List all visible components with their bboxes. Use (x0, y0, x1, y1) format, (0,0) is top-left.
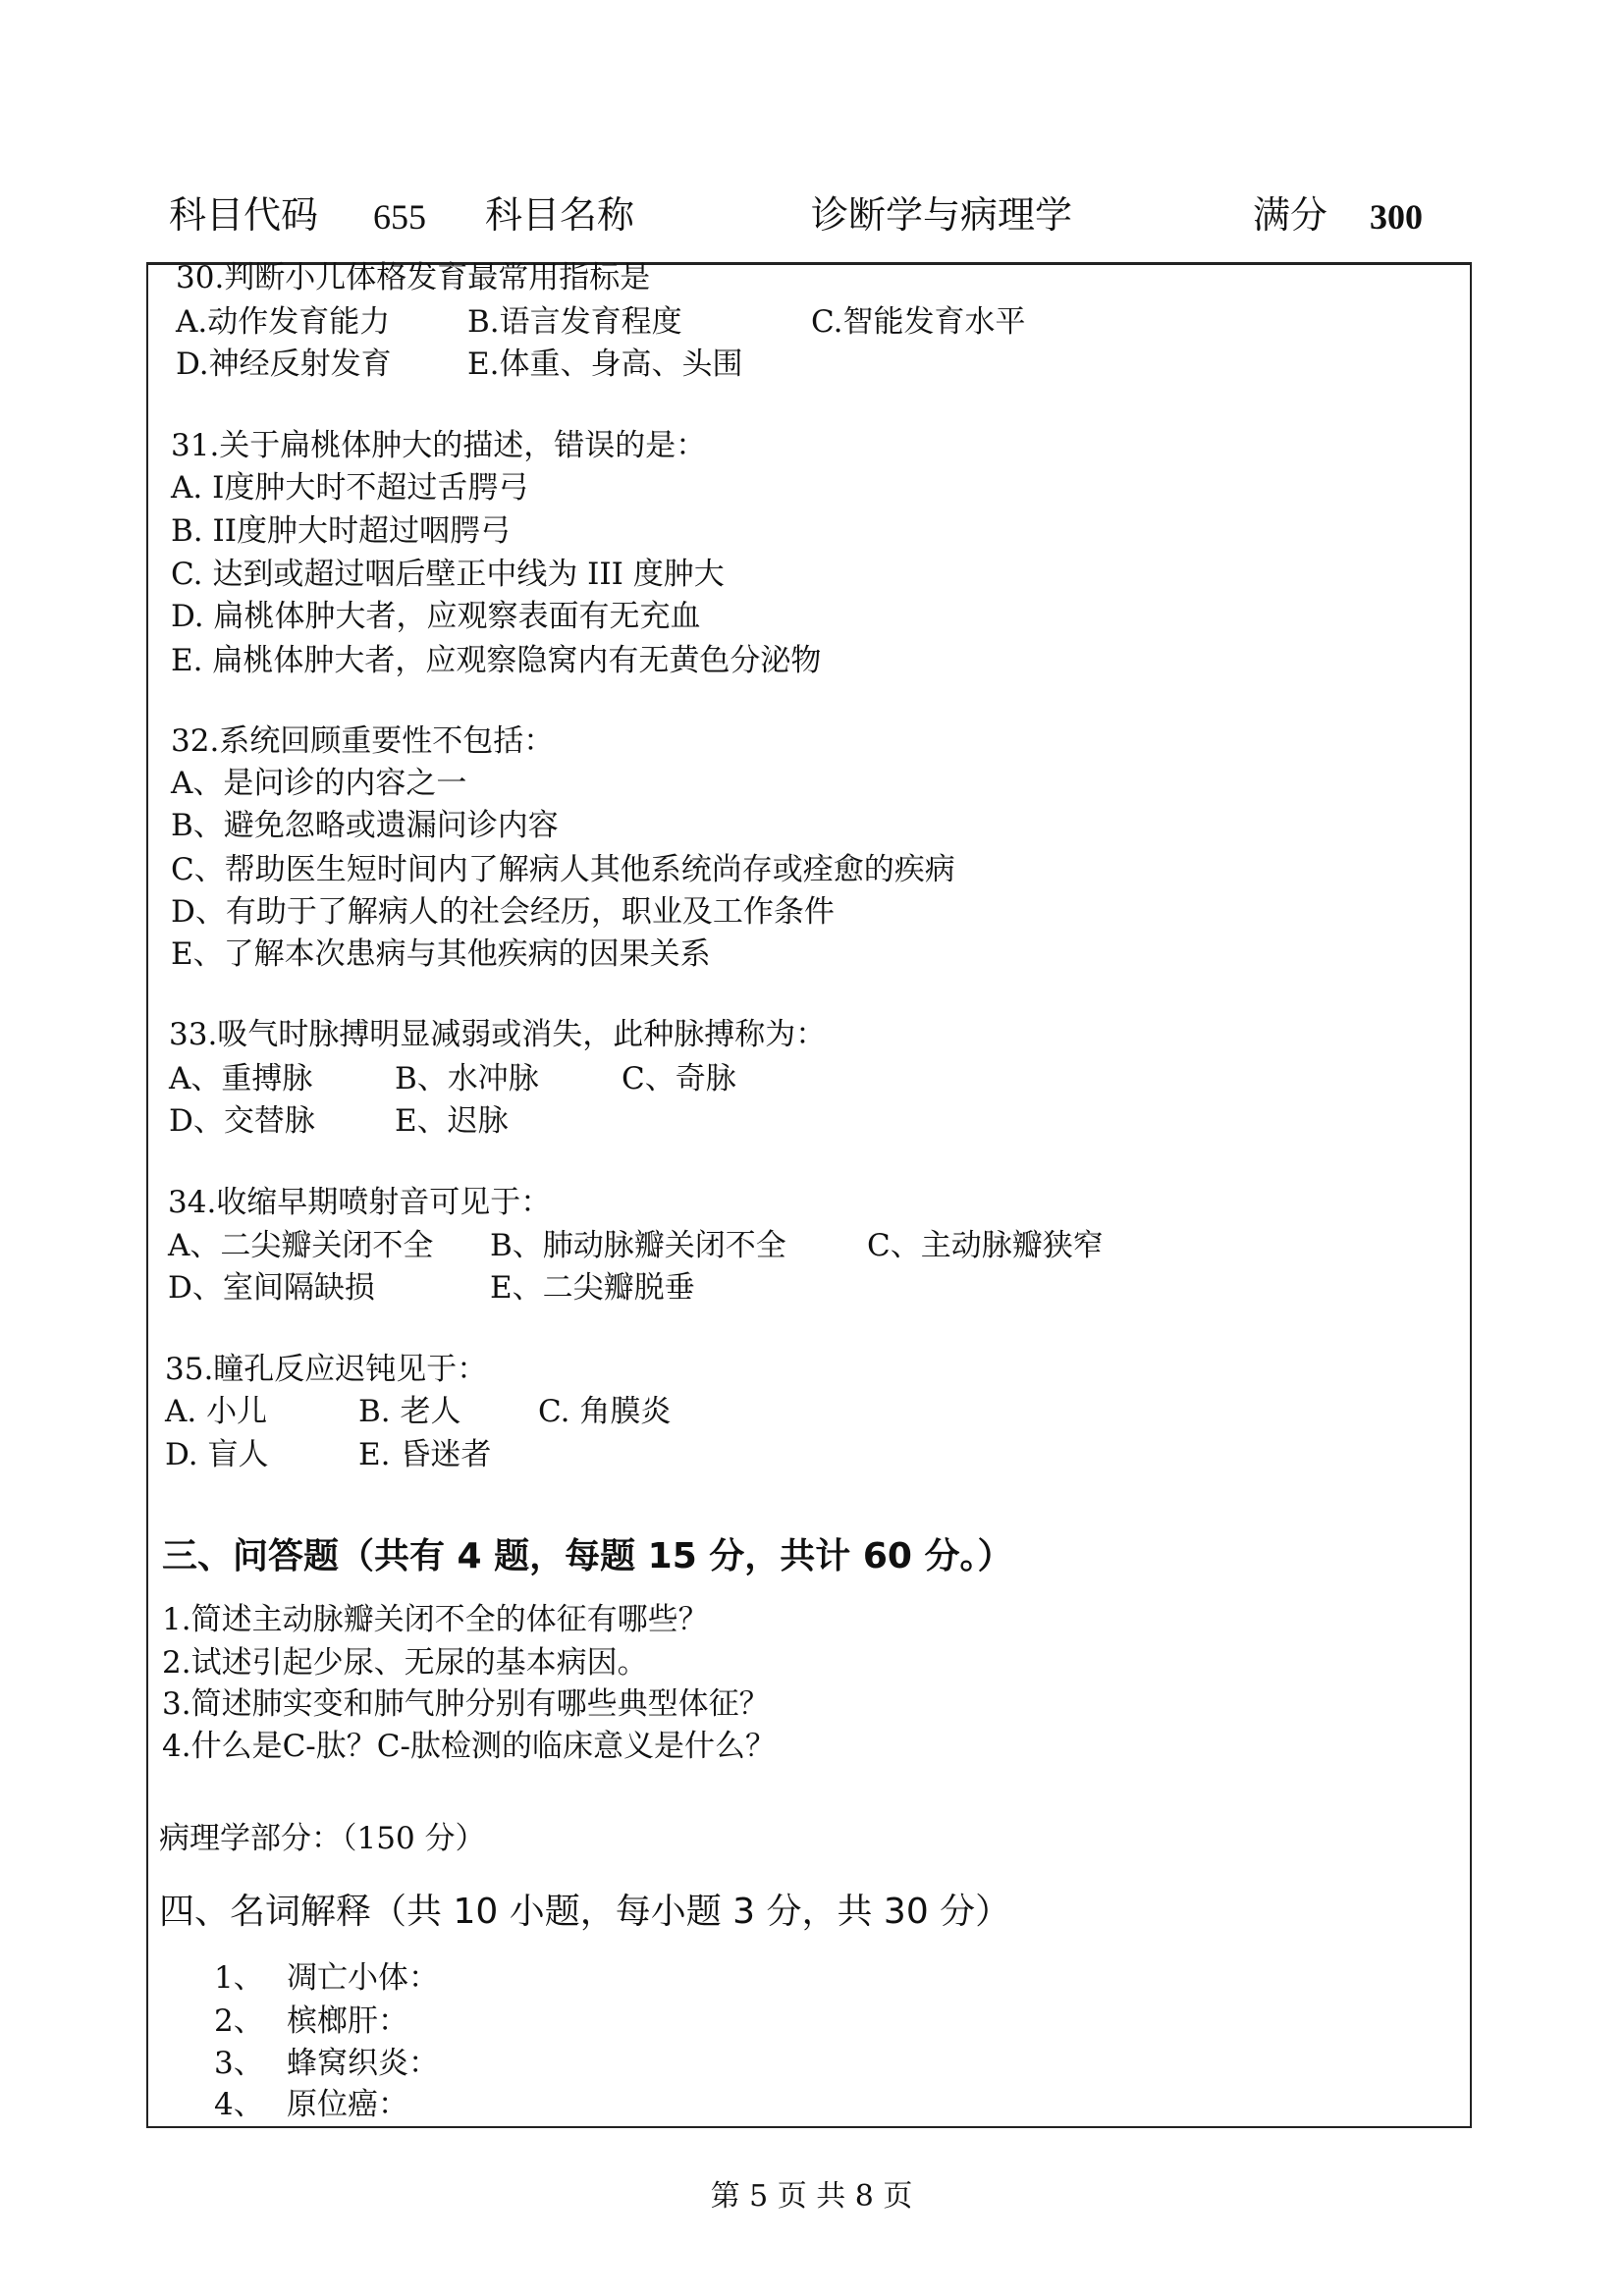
essay-question: 2.试述引起少尿、无尿的基本病因。 (162, 1645, 648, 1681)
option-b: B.语言发育程度 (467, 304, 682, 340)
pathology-part-label: 病理学部分：（150 分） (159, 1821, 486, 1856)
option-b: B、避免忽略或遗漏问诊内容 (171, 808, 559, 843)
option-e: E、迟脉 (395, 1103, 509, 1139)
option-b: B. II度肿大时超过咽腭弓 (171, 513, 511, 549)
option-a: A、重搏脉 (169, 1061, 313, 1096)
term: 槟榔肝： (287, 2003, 408, 2039)
term: 凋亡小体： (287, 1960, 439, 1996)
score-label: 满分 (1253, 193, 1328, 237)
question-stem: 35.瞳孔反应迟钝见于： (165, 1352, 488, 1387)
option-d: D、有助于了解病人的社会经历，职业及工作条件 (171, 894, 835, 930)
option-a: A、是问诊的内容之一 (171, 766, 467, 801)
option-e: E. 昏迷者 (358, 1437, 492, 1472)
section-title: 三、问答题（共有 4 题，每题 15 分，共计 60 分。） (162, 1536, 1013, 1576)
option-c: C.智能发育水平 (811, 304, 1026, 340)
option-d: D. 扁桃体肿大者，应观察表面有无充血 (171, 599, 701, 634)
term-number: 3、 (214, 2046, 264, 2081)
option-c: C. 达到或超过咽后壁正中线为 III 度肿大 (171, 557, 725, 592)
term-number: 4、 (214, 2087, 264, 2122)
option-c: C、主动脉瓣狭窄 (867, 1228, 1104, 1263)
option-c: C、帮助医生短时间内了解病人其他系统尚存或痊愈的疾病 (171, 852, 955, 887)
option-e: E、了解本次患病与其他疾病的因果关系 (171, 936, 711, 972)
option-d: D、室间隔缺损 (168, 1270, 375, 1306)
question-stem: 30.判断小儿体格发育最常用指标是 (176, 260, 651, 295)
essay-question: 3.简述肺实变和肺气肿分别有哪些典型体征？ (162, 1686, 770, 1722)
option-d: D.神经反射发育 (176, 347, 392, 382)
option-b: B、水冲脉 (395, 1061, 539, 1096)
option-c: C. 角膜炎 (538, 1394, 672, 1429)
essay-question: 1.简述主动脉瓣关闭不全的体征有哪些？ (162, 1602, 709, 1637)
option-a: A、二尖瓣关闭不全 (168, 1228, 434, 1263)
essay-question: 4.什么是C-肽？C-肽检测的临床意义是什么？ (162, 1729, 776, 1764)
term: 蜂窝织炎： (287, 2046, 439, 2081)
option-a: A. 小儿 (165, 1394, 268, 1429)
question-stem: 33.吸气时脉搏明显减弱或消失，此种脉搏称为： (169, 1017, 827, 1052)
score-value: 300 (1370, 197, 1423, 237)
section-title: 四、名词解释（共 10 小题，每小题 3 分，共 30 分） (159, 1892, 1011, 1932)
option-b: B. 老人 (358, 1394, 461, 1429)
question-stem: 34.收缩早期喷射音可见于： (168, 1185, 552, 1220)
term-number: 2、 (214, 2003, 264, 2039)
question-stem: 32.系统回顾重要性不包括： (171, 723, 555, 759)
option-e: E、二尖瓣脱垂 (490, 1270, 695, 1306)
option-a: A. I度肿大时不超过舌腭弓 (171, 470, 529, 506)
option-b: B、肺动脉瓣关闭不全 (490, 1228, 786, 1263)
question-stem: 31.关于扁桃体肿大的描述，错误的是： (171, 428, 707, 463)
option-d: D、交替脉 (169, 1103, 315, 1139)
option-e: E.体重、身高、头围 (467, 347, 743, 382)
page-footer: 第 5 页 共 8 页 (710, 2179, 913, 2214)
option-e: E. 扁桃体肿大者，应观察隐窝内有无黄色分泌物 (171, 643, 822, 678)
option-c: C、奇脉 (622, 1061, 736, 1096)
option-d: D. 盲人 (165, 1437, 269, 1472)
option-a: A.动作发育能力 (176, 304, 391, 340)
name-label: 科目名称 (485, 193, 635, 237)
code-value: 655 (373, 197, 426, 237)
subject-name: 诊断学与病理学 (811, 193, 1073, 237)
code-label: 科目代码 (169, 193, 319, 237)
term-number: 1、 (214, 1960, 264, 1996)
term: 原位癌： (287, 2087, 408, 2122)
